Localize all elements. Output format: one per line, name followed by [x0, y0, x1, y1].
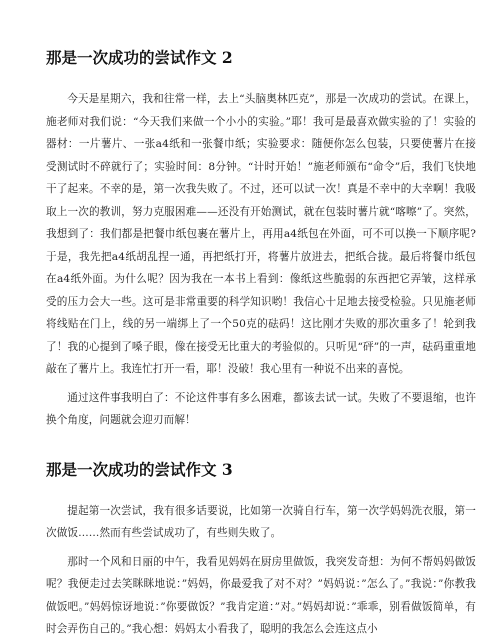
section-title: 那是一次成功的尝试作文 3: [46, 459, 233, 479]
paragraph: 提起第一次尝试，我有很多话要说，比如第一次骑自行车，第一次学妈妈洗衣服，第一次做饭……然而有些尝试成功了，有些则失败了。: [46, 504, 476, 539]
section-body: [46, 500, 476, 641]
section-title: 那是一次成功的尝试作文 2: [46, 48, 233, 67]
paragraph: 今天是星期六，我和往常一样，去上“头脑奥林匹克”，那是一次成功的尝试。在课上，施老师对我们说：“今天我们来做一个小小的实验。”耶！我可是最喜欢做实验的了！实验的器材：一片薯片、一张a4纸和一张餐巾纸；实验要求：随便你怎么包装，只要使薯片在接受测试时不碎就行了；实验时间：8分钟。“计时开始！”施老师颁布“命令”后，我们飞快地干了起来。不幸的是，第一次我失败了。不过，还可以试一次！真是不幸中的大幸啊！我吸取上一次的教训，努力克服困难——还没有开始测试，就在包装时薯片就“喀嚓”了。突然，我想到了：我们都是把餐巾纸包裹在薯片上，再用a4纸包在外面，可不可以换一下顺序呢?于是，我先把a4纸胡乱捏一通，再把纸打开，将薯片放进去，把纸合拢。最后将餐巾纸包在a4纸外面。为什么呢？因为我在一本书上看到：像纸这些脆弱的东西把它弄皱，这样承受的压力会大一些。这可是非常重要的科学知识哟！我信心十足地去接受检验。只见施老师将线贴在门上，线的另一端绑上了一个50克的砝码！这比刚才失败的那次重多了！轮到我了！我的心提到了嗓子眼，像在接受无比重大的考验似的。只听见“砰”的一声，砝码重重地敲在了薯片上。我连忙打开一看，耶！没破！我心里有一种说不出来的喜悦。: [46, 93, 476, 375]
paragraph: 通过这件事我明白了：不论这件事有多么困难，都该去试一试。失败了不要退缩，也许换个角度，问题就会迎刃而解！: [46, 391, 476, 426]
section-body: [46, 88, 476, 432]
essay-section-3: [46, 460, 476, 641]
paragraph: 那时一个风和日丽的中午，我看见妈妈在厨房里做饭，我突发奇想：为何不帮妈妈做饭呢？我便走过去笑眯眯地说：”妈妈，你最爱我了对不对？”妈妈说：”怎么了。”我说：”你教我做饭吧。”妈妈惊讶地说：”你要做饭？”我肯定道：”对。”妈妈却说：”乖乖，别看做饭简单，有时会弄伤自己的。”我心想：妈妈太小看我了，聪明的我怎么会连这点小: [46, 555, 476, 635]
essay-section-2: [46, 48, 476, 432]
